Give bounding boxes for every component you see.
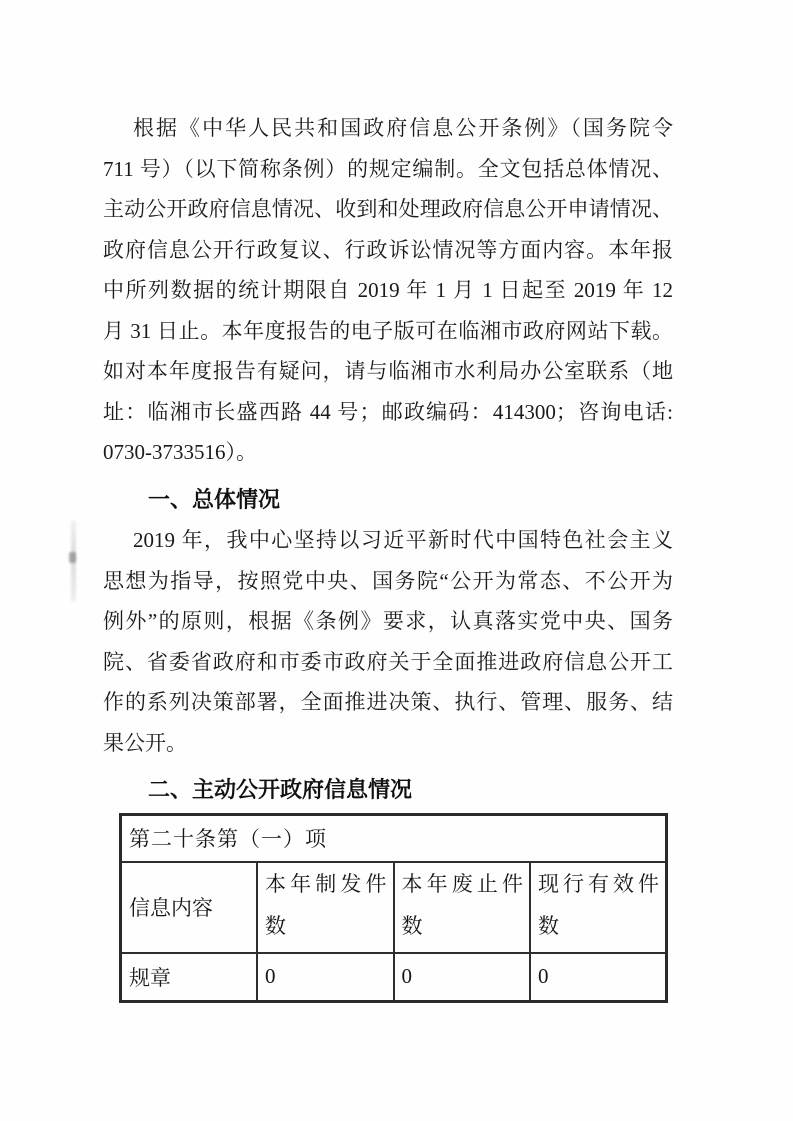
- table-row: [121, 953, 667, 1002]
- intro-paragraph: [103, 108, 673, 473]
- intro-line: 月 31 日止。本年度报告的电子版可在临湘市政府网站下载。: [103, 318, 673, 343]
- overview-line: 2019 年，我中心坚持以习近平新时代中国特色社会主义: [133, 528, 673, 552]
- column-header-currently-effective: 现行有效件数: [530, 862, 667, 953]
- intro-line: 政府信息公开行政复议、行政诉讼情况等方面内容。本年报: [103, 237, 673, 262]
- column-header-info-content: 信息内容: [121, 862, 258, 953]
- scan-smudge-dot: [69, 552, 76, 563]
- section-heading-overview: 一、总体情况: [148, 486, 281, 512]
- text-block: [103, 108, 673, 1003]
- overview-line: 作的系列决策部署，全面推进决策、执行、管理、服务、结: [103, 690, 673, 714]
- intro-line: 711 号）（以下简称条例）的规定编制。全文包括总体情况、: [103, 156, 673, 181]
- overview-line: 例外”的原则，根据《条例》要求，认真落实党中央、国务: [103, 609, 673, 633]
- value-cell: 0: [530, 953, 667, 1002]
- table-caption: 第二十条第（一）项: [121, 814, 667, 862]
- overview-line: 果公开。: [103, 730, 187, 755]
- overview-line: 院、省委省政府和市委市政府关于全面推进政府信息公开工: [103, 649, 673, 674]
- intro-line: 址：临湘市长盛西路 44 号；邮政编码：414300；咨询电话:: [103, 399, 673, 424]
- intro-line: 主动公开政府信息情况、收到和处理政府信息公开申请情况、: [103, 197, 673, 221]
- value-cell: 0: [257, 953, 394, 1002]
- overview-paragraph: [103, 520, 673, 763]
- disclosure-table: [119, 813, 668, 1003]
- column-header-repealed-this-year: 本年废止件数: [394, 862, 531, 953]
- intro-line: 中所列数据的统计期限自 2019 年 1 月 1 日起至 2019 年 12: [103, 278, 673, 302]
- table-header-row: [121, 862, 667, 953]
- value-cell: 0: [394, 953, 531, 1002]
- column-header-issued-this-year: 本年制发件数: [257, 862, 394, 953]
- table-caption-row: [121, 814, 667, 862]
- intro-line: 0730-3733516）。: [103, 440, 257, 464]
- intro-line: 根据《中华人民共和国政府信息公开条例》（国务院令: [133, 116, 673, 140]
- section-heading-proactive-disclosure: 二、主动公开政府信息情况: [148, 777, 413, 802]
- overview-line: 思想为指导，按照党中央、国务院“公开为常态、不公开为: [103, 568, 673, 593]
- row-label-regulations: 规章: [121, 953, 258, 1002]
- intro-line: 如对本年度报告有疑问，请与临湘市水利局办公室联系（地: [103, 359, 673, 383]
